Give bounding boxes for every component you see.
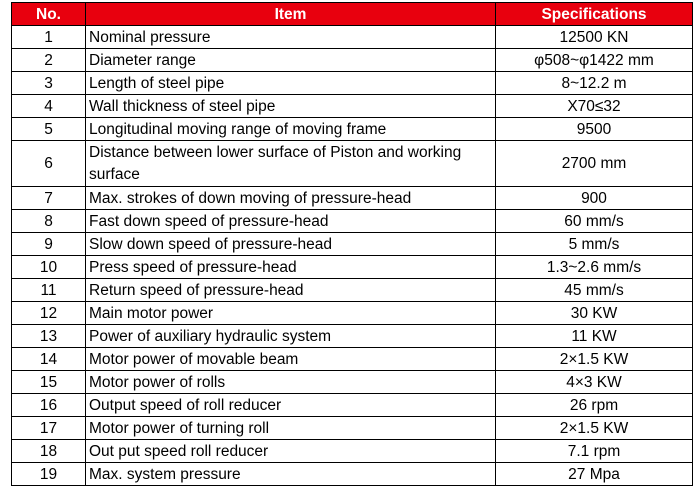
- table-row: [12, 463, 693, 486]
- row-specification: φ508~φ1422 mm: [496, 49, 693, 72]
- table-row: [12, 348, 693, 371]
- row-item: Diameter range: [86, 49, 496, 72]
- row-specification: 900: [496, 187, 693, 210]
- header-row: [12, 3, 693, 26]
- table-row: [12, 233, 693, 256]
- row-item: Return speed of pressure-head: [86, 279, 496, 302]
- row-item: Slow down speed of pressure-head: [86, 233, 496, 256]
- row-item: Output speed of roll reducer: [86, 394, 496, 417]
- row-number: 16: [12, 394, 86, 417]
- table-row: [12, 325, 693, 348]
- row-item: Wall thickness of steel pipe: [86, 95, 496, 118]
- row-number: 8: [12, 210, 86, 233]
- row-number: 5: [12, 118, 86, 141]
- table-row: [12, 49, 693, 72]
- row-number: 18: [12, 440, 86, 463]
- specifications-table: [11, 2, 693, 486]
- table-header: [12, 3, 693, 26]
- header-no: No.: [12, 3, 86, 26]
- table-row: [12, 256, 693, 279]
- row-item: Main motor power: [86, 302, 496, 325]
- row-item: Out put speed roll reducer: [86, 440, 496, 463]
- row-specification: 2×1.5 KW: [496, 348, 693, 371]
- row-item: Max. system pressure: [86, 463, 496, 486]
- row-number: 12: [12, 302, 86, 325]
- row-number: 2: [12, 49, 86, 72]
- table-row: [12, 417, 693, 440]
- row-specification: 1.3~2.6 mm/s: [496, 256, 693, 279]
- table-row: [12, 72, 693, 95]
- row-item: Motor power of rolls: [86, 371, 496, 394]
- row-number: 17: [12, 417, 86, 440]
- row-item: Length of steel pipe: [86, 72, 496, 95]
- row-number: 14: [12, 348, 86, 371]
- row-number: 10: [12, 256, 86, 279]
- header-item: Item: [86, 3, 496, 26]
- table-row: [12, 279, 693, 302]
- table-row: [12, 26, 693, 49]
- row-item: Fast down speed of pressure-head: [86, 210, 496, 233]
- row-number: 7: [12, 187, 86, 210]
- row-number: 4: [12, 95, 86, 118]
- row-item: Power of auxiliary hydraulic system: [86, 325, 496, 348]
- row-specification: 26 rpm: [496, 394, 693, 417]
- row-specification: 2×1.5 KW: [496, 417, 693, 440]
- row-number: 19: [12, 463, 86, 486]
- table-row: [12, 187, 693, 210]
- row-item: Nominal pressure: [86, 26, 496, 49]
- row-specification: 45 mm/s: [496, 279, 693, 302]
- row-specification: 60 mm/s: [496, 210, 693, 233]
- row-number: 6: [12, 141, 86, 187]
- table-row: [12, 141, 693, 187]
- table-row: [12, 440, 693, 463]
- row-item: Distance between lower surface of Piston and working surface: [86, 141, 496, 187]
- row-specification: 8~12.2 m: [496, 72, 693, 95]
- table-row: [12, 371, 693, 394]
- row-number: 1: [12, 26, 86, 49]
- row-number: 15: [12, 371, 86, 394]
- row-specification: 4×3 KW: [496, 371, 693, 394]
- row-number: 13: [12, 325, 86, 348]
- table-row: [12, 95, 693, 118]
- row-specification: 2700 mm: [496, 141, 693, 187]
- table-row: [12, 210, 693, 233]
- row-number: 3: [12, 72, 86, 95]
- table-row: [12, 118, 693, 141]
- header-specifications: Specifications: [496, 3, 693, 26]
- row-specification: 9500: [496, 118, 693, 141]
- row-item: Press speed of pressure-head: [86, 256, 496, 279]
- row-specification: X70≤32: [496, 95, 693, 118]
- row-specification: 11 KW: [496, 325, 693, 348]
- row-item: Motor power of turning roll: [86, 417, 496, 440]
- table-row: [12, 394, 693, 417]
- table-row: [12, 302, 693, 325]
- row-item: Longitudinal moving range of moving frame: [86, 118, 496, 141]
- row-specification: 27 Mpa: [496, 463, 693, 486]
- row-specification: 30 KW: [496, 302, 693, 325]
- row-item: Motor power of movable beam: [86, 348, 496, 371]
- table-body: [12, 26, 693, 486]
- row-specification: 5 mm/s: [496, 233, 693, 256]
- row-number: 9: [12, 233, 86, 256]
- row-number: 11: [12, 279, 86, 302]
- row-specification: 7.1 rpm: [496, 440, 693, 463]
- row-item: Max. strokes of down moving of pressure-head: [86, 187, 496, 210]
- row-specification: 12500 KN: [496, 26, 693, 49]
